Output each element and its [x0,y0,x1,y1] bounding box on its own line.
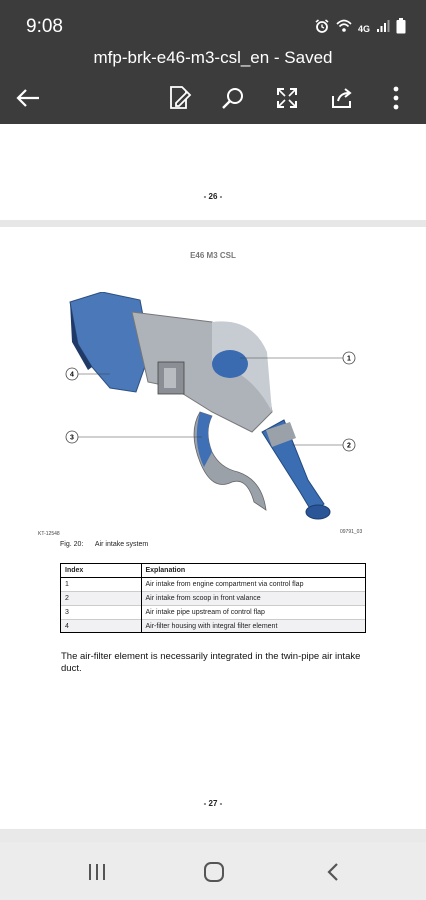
svg-text:1: 1 [347,355,351,363]
back-arrow-icon [15,87,41,109]
table-cell-index: 4 [61,620,141,634]
more-vertical-icon [393,86,399,110]
search-button[interactable] [219,84,247,112]
home-icon [203,861,225,883]
table-cell-index: 3 [61,606,141,620]
status-time: 9:08 [26,16,63,37]
table-cell-index: 2 [61,592,141,606]
document-viewer[interactable] [0,124,426,830]
page-26 [0,124,426,220]
recent-apps-icon [87,863,107,881]
app-bar [0,40,426,124]
svg-text:3: 3 [70,434,74,442]
svg-text:4: 4 [70,371,74,379]
page-number-26: - 26 - [203,192,223,201]
callout-2 [343,439,355,451]
table-cell-explanation: Air intake from engine compartment via control flap [141,578,366,592]
table-header-index: Index [61,564,141,578]
search-icon [221,86,245,110]
share-button[interactable] [328,84,356,112]
table-cell-explanation: Air-filter housing with integral filter element [141,620,366,634]
figure-number: Fig. 20: [60,541,84,548]
expand-icon [276,87,298,109]
figure-caption [60,541,158,548]
back-nav-button[interactable] [318,860,348,884]
status-icons [314,18,406,39]
battery-icon [396,18,406,39]
home-button[interactable] [199,860,229,884]
figure-left-code: KT-12548 [38,531,60,537]
callout-4 [66,368,78,380]
page-27 [0,227,426,829]
callout-1 [343,352,355,364]
air-intake-illustration [62,292,362,537]
svg-text:2: 2 [347,442,351,450]
page-number-27: - 27 - [203,799,223,808]
recent-apps-button[interactable] [82,860,112,884]
edit-document-icon [168,85,192,111]
share-icon [330,87,354,109]
chevron-left-icon [326,862,340,882]
document-title: mfp-brk-e46-m3-csl_en - Saved [93,48,333,67]
more-options-button[interactable] [382,84,410,112]
table-header-explanation: Explanation [141,564,366,578]
signal-icon [376,19,390,38]
table-cell-index: 1 [61,578,141,592]
figure-right-code: 09791_03 [340,529,363,535]
figure-caption-text: Air intake system [94,541,149,548]
back-button[interactable] [14,84,42,112]
body-paragraph: The air-filter element is necessarily integrated in the twin-pipe air intake duct. [61,651,361,674]
alarm-icon [314,18,330,39]
table-cell-explanation: Air intake pipe upstream of control flap [141,606,366,620]
table-border [60,563,366,633]
table-cell-explanation: Air intake from scoop in front valance [141,592,366,606]
network-type-label: 4G [357,23,370,34]
document-header: E46 M3 CSL [190,251,236,260]
fullscreen-button[interactable] [273,84,301,112]
system-nav-bar [0,842,426,900]
wifi-icon [336,18,352,39]
edit-button[interactable] [166,84,194,112]
callout-3 [66,431,78,443]
